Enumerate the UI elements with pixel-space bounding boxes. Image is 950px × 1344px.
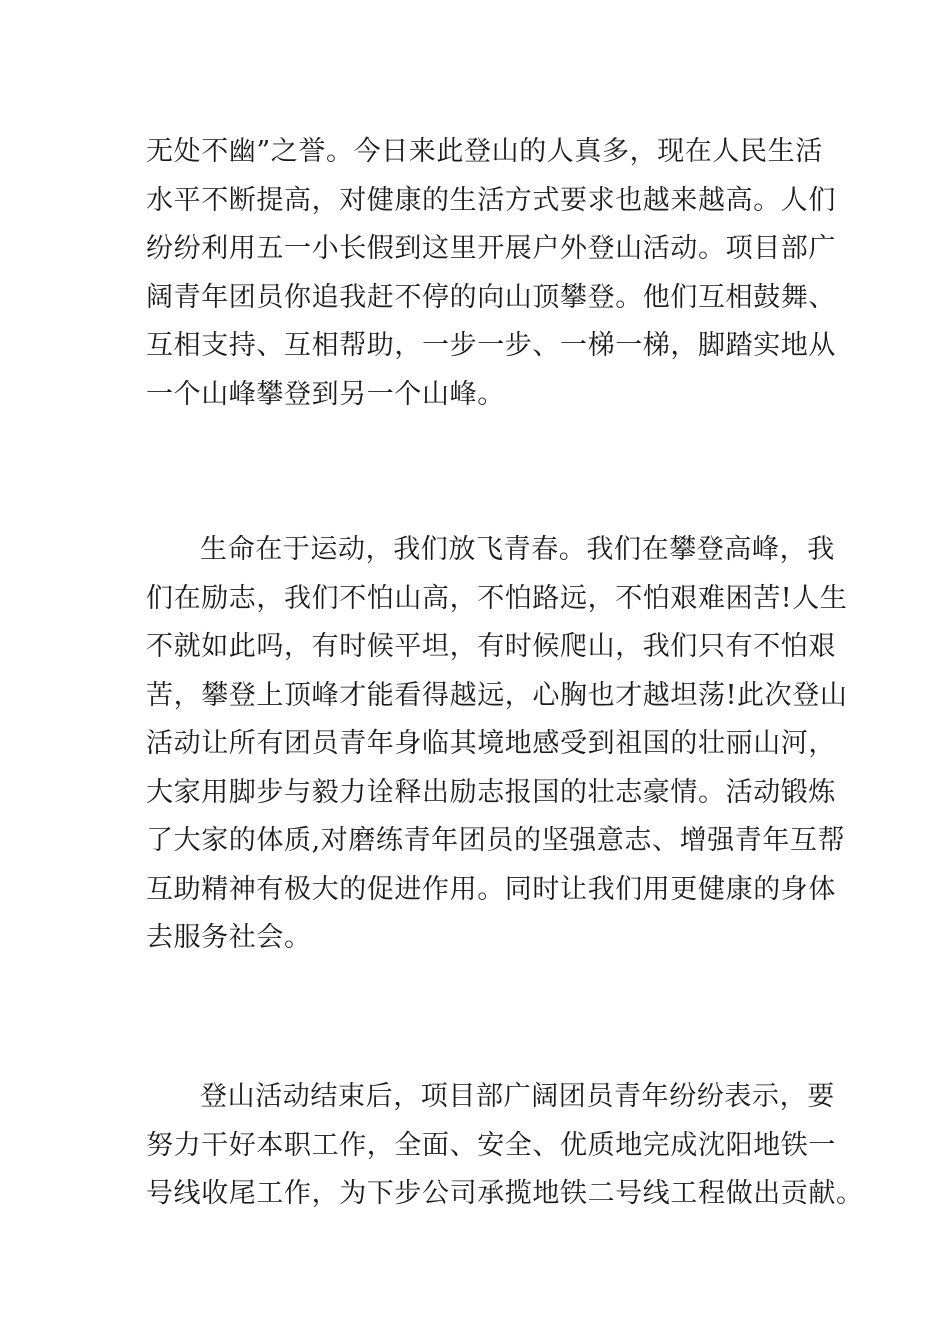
paragraph-line: 努力干好本职工作，全面、安全、优质地完成沈阳地铁一: [146, 1129, 836, 1161]
paragraph-line: 们在励志，我们不怕山高，不怕路远，不怕艰难困苦!人生: [146, 582, 848, 614]
paragraph-3: [146, 1073, 864, 1219]
paragraph-line: 登山活动结束后，项目部广阔团员青年纷纷表示，要: [200, 1081, 835, 1112]
paragraph-line: 大家用脚步与毅力诠释出励志报国的壮志豪情。活动锻炼: [146, 776, 836, 808]
paragraph-line: 一个山峰攀登到另一个山峰。: [146, 378, 505, 410]
paragraph-line: 苦，攀登上顶峰才能看得越远，心胸也才越坦荡!此次登山: [146, 679, 848, 711]
paragraph-line: 号线收尾工作，为下步公司承揽地铁二号线工程做出贡献。: [146, 1178, 864, 1209]
paragraph-line: 不就如此吗，有时候平坦，有时候爬山，我们只有不怕艰: [146, 631, 836, 662]
paragraph-line: 水平不断提高，对健康的生活方式要求也越来越高。人们: [146, 184, 836, 216]
paragraph-line: 纷纷利用五一小长假到这里开展户外登山活动。项目部广: [146, 233, 836, 264]
paragraph-line: 了大家的体质,对磨练青年团员的坚强意志、增强青年互帮: [146, 825, 846, 856]
paragraph-line: 互助精神有极大的促进作用。同时让我们用更健康的身体: [146, 873, 836, 905]
paragraph-line: 阔青年团员你追我赶不停的向山顶攀登。他们互相鼓舞、: [146, 281, 836, 313]
paragraph-line: 活动让所有团员青年身临其境地感受到祖国的壮丽山河，: [146, 728, 836, 759]
paragraph-line: 生命在于运动，我们放飞青春。我们在攀登高峰，我: [200, 534, 835, 565]
paragraph-1: [146, 128, 836, 419]
paragraph-line: 无处不幽”之誉。今日来此登山的人真多，现在人民生活: [146, 136, 823, 167]
paragraph-line: 去服务社会。: [146, 922, 312, 953]
paragraph-line: 互相支持、互相帮助，一步一步、一梯一梯，脚踏实地从: [146, 330, 836, 361]
paragraph-2: [146, 526, 848, 963]
